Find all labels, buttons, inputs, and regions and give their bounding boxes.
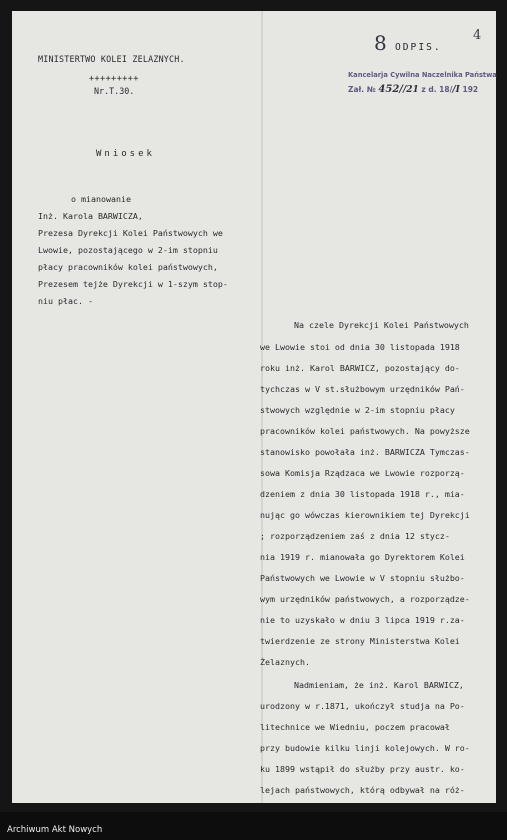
body-line: urodzony w r.1871, ukończył studja na Po-	[260, 701, 465, 711]
document-title: Wniosek	[96, 149, 155, 159]
subject-line: Inż. Karola BARWICZA,	[38, 211, 143, 221]
body-line: litechnice we Wiedniu, poczem pracował	[260, 722, 450, 732]
stamp-attachment-sub: /21	[402, 85, 419, 95]
stamp-date-month: /I	[452, 85, 460, 95]
body-line: pracowników kolei państwowych. Na powyższe	[260, 426, 470, 436]
stamp-date-label: z d. 18/	[421, 85, 453, 94]
body-line: twierdzenie ze strony Ministerstwa Kolei	[260, 636, 460, 646]
reference-number: Nr.T.30.	[94, 86, 135, 96]
body-line: we Lwowie stoi od dnia 30 listopada 1918	[260, 342, 460, 352]
body-line: ku 1899 wstąpił do służby przy austr. ko-	[260, 764, 465, 774]
body-line: sowa Komisja Rządzaca we Lwowie rozporzą-	[260, 468, 465, 478]
subject-line: Prezesem tejże Dyrekcji w 1-szym stop-	[38, 279, 228, 289]
body-line: nując go wówczas kierownikiem tej Dyrekcji	[260, 510, 470, 520]
body-line: lejach państwowych, którą odbywał na róż-	[260, 785, 465, 795]
body-line: ; rozporządzeniem zaś z dnia 12 stycz-	[260, 531, 450, 541]
stamp-year: 192	[462, 85, 479, 94]
handwritten-page-number: 4	[473, 28, 482, 43]
body-line: stwowych względnie w 2-im stopniu płacy	[260, 405, 455, 415]
archive-name: Archiwum Akt Nowych	[7, 825, 103, 835]
body-line: dzeniem z dnia 30 listopada 1918 r., mia-	[260, 489, 465, 499]
ministry-heading: MINISTERTWO KOLEI ZELAZNYCH.	[38, 54, 185, 64]
subject-line: płacy pracowników kolei państwowych,	[38, 262, 218, 272]
subject-line: o mianowanie	[71, 194, 131, 204]
subject-line: Prezesa Dyrekcji Kolei Państwowych we	[38, 228, 223, 238]
subject-line: niu płac. -	[38, 296, 93, 306]
body-line: Państwowych we Lwowie w V stopniu służbo-	[260, 573, 465, 583]
ornament-line: +++++++++	[89, 73, 139, 83]
body-line: nie to uzyskało w dniu 3 lipca 1919 r.za-	[260, 615, 465, 625]
body-line: roku inż. Karol BARWICZ, pozostający do-	[260, 363, 460, 373]
body-line: Żelaznych.	[260, 657, 310, 667]
body-line: stanowisko powołała inż. BARWICZA Tymczas-	[260, 447, 470, 457]
body-line: przy budowie kilku linji kolejowych. W ro-	[260, 743, 470, 753]
body-line: Nadmieniam, że inż. Karol BARWICZ,	[294, 680, 464, 690]
copy-label: ODPIS.	[395, 42, 442, 53]
subject-line: Lwowie, pozostającego w 2-im stopniu	[38, 245, 218, 255]
body-line: tychczas w V st.służbowym urzędników Pań-	[260, 384, 465, 394]
chancellery-stamp-line2	[348, 84, 478, 95]
body-line: wym urzędników państwowych, a rozporządze-	[260, 594, 470, 604]
body-line: Na czele Dyrekcji Kolei Państwowych	[294, 320, 469, 330]
handwritten-mark: 8	[374, 31, 387, 55]
stamp-attachment-number: 452/	[378, 84, 403, 95]
body-line: nia 1919 r. mianowała go Dyrektorem Kolei	[260, 552, 465, 562]
chancellery-stamp-line1: Kancelarja Cywilna Naczelnika Państwa	[348, 71, 497, 79]
stamp-attachment-label: Zał. №	[348, 85, 376, 94]
